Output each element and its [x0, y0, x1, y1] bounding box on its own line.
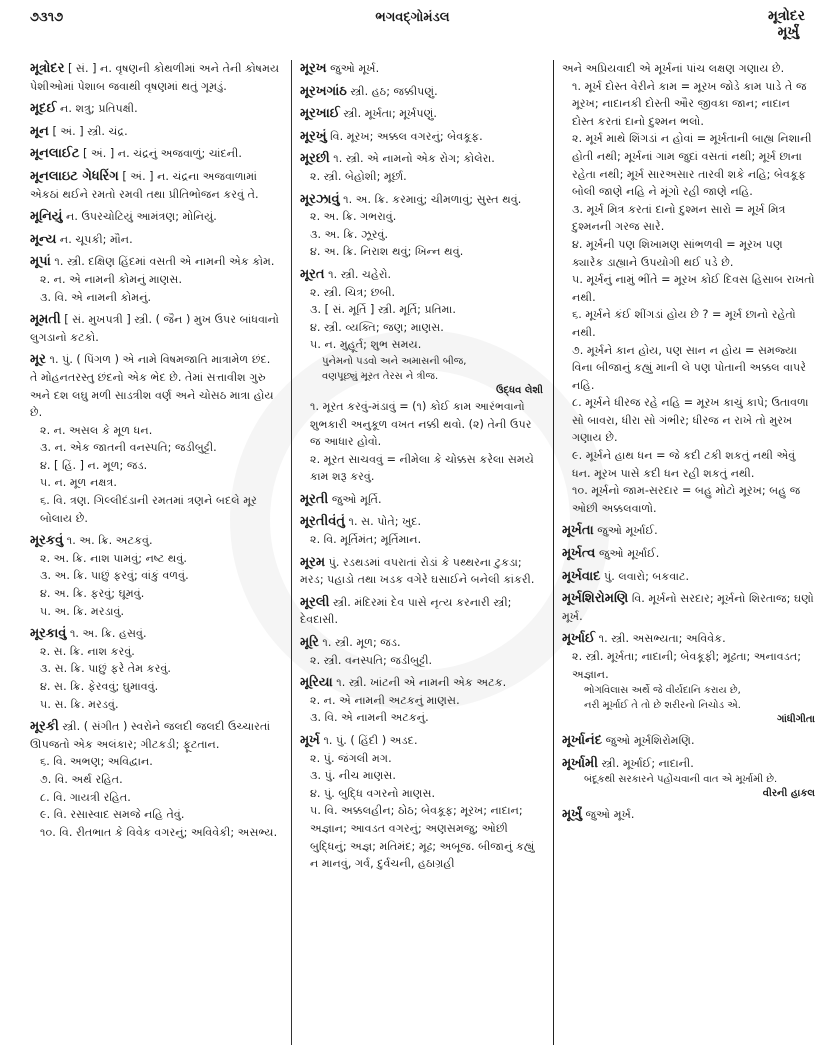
entry-definition [300, 513, 543, 531]
dictionary-entry [30, 532, 281, 620]
entry-sense [30, 492, 281, 527]
definition-text: ૧. પું. ( હિંદી ) અડદ. [323, 734, 418, 747]
entry-definition [30, 718, 281, 753]
definition-text: ૨. અ. ક્રિ. ગભરાવું. [310, 210, 397, 224]
entry-sense [30, 753, 281, 771]
headword: મૂરખાઈ [300, 106, 340, 122]
dictionary-entry [300, 128, 543, 146]
definition-text: ૫. ન. મુહૂર્ત; શુભ સમય. [310, 338, 422, 352]
dictionary-entry [30, 60, 281, 95]
entry-definition [300, 674, 543, 692]
headword: મૂરત [300, 266, 325, 282]
definition-text: ૭. વિ. અર્થ રહિત. [40, 772, 123, 786]
entry-sense [30, 585, 281, 603]
definition-text: ૨. સ્ત્રી. ચિત્ર; છબી. [310, 285, 396, 299]
definition-text: જુઓ મૂર્ખાઈ. [598, 547, 660, 561]
definition-text: ૫. અ. ક્રિ. મરડાવું. [40, 604, 125, 618]
headword: મૂર્ખ [300, 733, 320, 748]
entry-sense [562, 394, 815, 447]
definition-text: ૧૦. વિ. રીતભાત કે વિવેક વગરનું; અવિવેકી; અસભ્ય. [40, 825, 278, 839]
entry-definition [300, 191, 543, 209]
entry-sense [300, 301, 543, 319]
definition-text: [ અં. ] સ્ત્રી. ચંદ્ર. [52, 124, 128, 138]
entry-definition [562, 545, 815, 563]
entry-definition [30, 145, 281, 163]
dictionary-entry [562, 60, 815, 517]
definition-text: ૬. વિ. ત્રણ. ગિલ્લીદંડાની રમતમાં ત્રણને બદલે મૂર બોલાય છે. [40, 494, 257, 525]
headword: મૂરખગાંઠ [300, 83, 347, 99]
column-1 [30, 60, 292, 1045]
quotation-source: ઉદ્ધવ લેશી [496, 384, 543, 396]
entry-definition [562, 568, 815, 586]
entry-definition [30, 60, 281, 95]
definition-text: સ્ત્રી. મૂર્ખતા; મૂર્ખપણું. [343, 107, 437, 121]
entry-sense [30, 271, 281, 289]
entry-definition [300, 732, 543, 750]
dictionary-entry [300, 491, 543, 509]
definition-text: ૪. સ. ક્રિ. ફેરવવું; ઘુમાવવું. [40, 680, 159, 693]
entry-sense [300, 767, 543, 785]
definition-text: ૩. મૂર્ખ મિત્ર કરતાં દાનો દુશ્મન સારો = મૂર્ખ મિત્ર દુશ્મનની ગરજ સારે. [572, 202, 786, 234]
dictionary-entry [562, 590, 815, 625]
definition-text: ૧. અ. ક્રિ. અટકવું. [66, 534, 153, 548]
definition-text: ૧. સ. પોતે; ખુદ. [348, 515, 422, 529]
entry-sense [30, 696, 281, 714]
definition-text: ૩. સ. ક્રિ. પાછું ફરે તેમ કરવું. [40, 662, 171, 676]
dictionary-entry [562, 545, 815, 563]
dictionary-entry [562, 806, 815, 824]
headword: મૂર્ખું [562, 807, 582, 823]
definition-text: ૭. મૂર્ખને કાન હોય, પણ સાન ન હોય = સમજ્યા વિના બીજાનું કહ્યું માની લે પણ પોતાની અક્કલ વાપરે નહિ. [572, 343, 807, 392]
entry-sense [300, 709, 543, 727]
dictionary-entry [562, 568, 815, 586]
headword: મૂર [30, 352, 46, 368]
headword: મૂરકાવું [30, 626, 67, 642]
entry-definition [300, 491, 543, 509]
dictionary-entry [562, 522, 815, 540]
definition-text: ન. ચૂપકી; મૌન. [59, 232, 133, 246]
quotation-source: વીરની હાકલ [762, 788, 815, 800]
dictionary-entry [300, 191, 543, 261]
headword: મૂર્ખતા [562, 523, 594, 539]
entry-sense [562, 271, 815, 306]
definition-text: પું. રડથડમાં વપરાતાં રોડાં કે પથ્થરના ટુકડા; મરડ; પહાડો તથા ખડક વગેરે ઘસાઈને બનેલી કાંકરી. [300, 555, 535, 587]
definition-text: ૨. વિ. મૂર્તિમંત; મૂર્તિમાન. [310, 533, 422, 547]
headword: મૂન [30, 123, 49, 139]
entry-sense [300, 802, 543, 872]
headword: મૂરતીવંતું [300, 514, 345, 530]
entry-sense [300, 168, 543, 186]
guide-word-first: મૂત્રોદર [767, 8, 805, 24]
entry-definition [562, 630, 815, 648]
headword: મૂર્ખામી [562, 755, 598, 771]
entry-sense [300, 319, 543, 337]
entry-sense [562, 306, 815, 341]
dictionary-entry [30, 311, 281, 346]
dictionary-entry [300, 674, 543, 727]
definition-text: ૪. [ હિં. ] ન. મૂળ; જડ. [40, 458, 148, 472]
column-2 [292, 60, 554, 1045]
dictionary-entry [300, 83, 543, 101]
headword: મૂરિ [300, 635, 319, 651]
definition-text: ૧. સ્ત્રી. અસભ્યતા; અવિવેક. [598, 632, 726, 646]
entry-sense [30, 660, 281, 678]
definition-text: ૨. પું. જંગલી મગ. [310, 751, 392, 765]
dictionary-entry [300, 60, 543, 78]
definition-text: ૨. સ્ત્રી. વનસ્પતિ; જડીબુટ્ટી. [310, 653, 433, 667]
entry-definition [300, 128, 543, 146]
definition-text: ૪. સ્ત્રી. વ્યક્તિ; જણ; માણસ. [310, 320, 444, 334]
headword: મૂરઝાવું [300, 191, 340, 207]
quotation-source: ગાંધીગીતા [777, 714, 815, 726]
dictionary-entry [300, 634, 543, 669]
entry-sense [562, 447, 815, 482]
definition-text: ૩. વિ. એ નામની કોમનું. [40, 290, 152, 304]
entry-sense [30, 550, 281, 568]
definition-text: સ્ત્રી. હઠ; જક્કીપણું. [350, 84, 438, 98]
entry-sense [562, 201, 815, 236]
entry-sense [562, 648, 815, 683]
definition-text: ૮. વિ. ગાયત્રી રહિત. [40, 790, 131, 804]
definition-text: ૪. મૂર્ખની પણ શિખામણ સાંભળવી = મૂરખ પણ ક્યારેક ડાહ્યાને ઉપયોગી થઈ પડે છે. [572, 237, 783, 269]
dictionary-entry [300, 594, 543, 629]
entry-definition [300, 105, 543, 123]
entry-sense [300, 750, 543, 768]
entry-definition [562, 60, 815, 78]
entry-definition [30, 123, 281, 141]
definition-text: ૨. મૂર્ખ માથે શિંગડાં ન હોવાં = મૂર્ખતાની બાહ્ય નિશાની હોતી નથી; મૂર્ખનાં ગામ જુદાં વસતાં નથી; મૂર્ખ છાના રહેતા નથી; મૂર્ખ સારઅસાર તારવી શકે નહિ; બેવકૂફ બોલી જાણે નહિ ને મૂંગો રહી જાણે નહિ. [572, 132, 812, 199]
dictionary-entry [30, 253, 281, 306]
definition-text: ૨. અ. ક્રિ. નાશ પામવું; નષ્ટ થવું. [40, 551, 187, 565]
definition-text: ૫. ન. મૂળ નક્ષત્ર. [40, 476, 117, 490]
definition-text: વિ. મૂરખ; અક્કલ વગરનું; બેવકૂફ. [330, 129, 483, 143]
dictionary-entry [30, 718, 281, 841]
definition-text: પું. લવારો; બકવાટ. [603, 569, 690, 583]
entry-definition [30, 311, 281, 346]
definition-text: સ્ત્રી. મૂર્ખાઈ; નાદાની. [601, 756, 694, 770]
definition-text: ૩. વિ. એ નામની અટકનું. [310, 711, 429, 725]
quotation-line: ભોગવિલાસ અર્થે જે વીર્યદાનિ કરાય છે, [584, 685, 741, 697]
headword: મૂર્ખાનંદ [562, 733, 603, 749]
definition-text: ૯. મૂર્ખને હાથ ધન = જે કદી ટકી શકતું નથી એવું ધન. મૂરખ પાસે કદી ધન રહી શકતું નથી. [572, 449, 796, 480]
definition-text: ૫. સ. ક્રિ. મરડવું. [40, 697, 119, 711]
entry-definition [30, 168, 281, 203]
definition-text: ન. ઉપરચોટિયું આમંત્રણ; મોનિયું. [66, 210, 217, 224]
definition-text: ૧. અ. ક્રિ. કરમાવું; ચીમળાવું; સુસ્ત થવું. [343, 192, 522, 206]
definition-text: ૪. પું. બુદ્ધિ વગરનો માણસ. [310, 786, 436, 800]
headword: મૂર્ખવાદ [562, 568, 601, 584]
definition-text: [ સં. ] ન. વૃષણની કોથળીમાં અને તેની કોષમય પેશીઓમાં પેશાબ જવાથી વૃષણમાં થતું ગૂમડું. [30, 62, 280, 93]
entry-definition [30, 253, 281, 271]
definition-text: ૪. અ. ક્રિ. ફરવું; ઘૂમવું. [40, 587, 145, 601]
definition-text: ૧. સ્ત્રી. એ નામનો એક રોગ; કોલેરા. [333, 152, 495, 166]
definition-text: ૩. [ સં. મૂર્તિ ] સ્ત્રી. મૂર્તિ; પ્રતિમા. [310, 303, 456, 317]
definition-text: જુઓ મૂર્ખાઈ. [597, 524, 658, 538]
entry-sense [300, 652, 543, 670]
entry-definition [300, 554, 543, 589]
definition-text: ૧. સ્ત્રી. દક્ષિણ હિંદમાં વસતી એ નામની એક કોમ. [54, 255, 275, 269]
dictionary-entry [30, 168, 281, 203]
entry-definition [562, 590, 815, 625]
definition-text: ૨. સ. ક્રિ. નાશ કરવું. [40, 644, 135, 658]
entry-sense [30, 289, 281, 307]
headword: મૂરખું [300, 128, 327, 144]
entry-sense [300, 531, 543, 549]
entry-sense [30, 457, 281, 475]
entry-sense [562, 482, 815, 517]
entry-definition [562, 522, 815, 540]
entry-definition [562, 806, 815, 824]
quotation-line: વણપૂછ્યું મૂરત તેરસ ને ત્રીજ. [322, 370, 439, 382]
definition-text: ૩. અ. ક્રિ. ઝૂરવું. [310, 227, 389, 241]
entry-sense [300, 243, 543, 261]
headword: મૂર્ખશિરોમણિ [562, 591, 629, 607]
entry-sense [300, 785, 543, 803]
entry-definition [30, 532, 281, 550]
quotation-line: નરી મૂર્ખાઈ તે તો છે શરીરનો નિચોડ એ. [584, 700, 741, 712]
definition-text: વિ. મૂર્ખનો સરદાર; મૂર્ખનો શિરતાજ; ઘણો મૂર્ખ. [562, 592, 814, 623]
dictionary-entry [300, 554, 543, 589]
entry-definition [300, 634, 543, 652]
quotation-line: પુનેમનો પડવો અને અમાસની બીજ, [322, 355, 467, 367]
definition-text: [ અં. ] ન. ચંદ્રના અજવાળામાં એકઠાં થઈને રમતો રમવી તથા પ્રીતિભોજન કરવું તે. [30, 169, 259, 201]
entry-sense [562, 130, 815, 200]
entry-definition [562, 732, 815, 750]
headword: મૂન્ય [30, 231, 57, 247]
headword: મૂપાં [30, 254, 51, 270]
headword: મૂરિયા [300, 675, 333, 691]
definition-text: ૪. અ. ક્રિ. નિરાશ થવું; ખિન્ન થવું. [310, 245, 464, 259]
headword: મૂદઈ [30, 101, 57, 117]
dictionary-entry [30, 231, 281, 249]
entry-sense [30, 678, 281, 696]
definition-text: જુઓ મૂર્ખ. [330, 62, 380, 75]
dictionary-entry [30, 208, 281, 226]
headword: મૂરલી [300, 594, 330, 610]
definition-text: ૩. ન. એક જાતની વનસ્પતિ; જડીબુટ્ટી. [40, 441, 217, 455]
entry-sense [30, 439, 281, 457]
guide-word-last: મૂર્ખું [777, 24, 799, 40]
dictionary-entry [30, 145, 281, 163]
definition-text: ૨. ન. એ નામની કોમનું માણસ. [40, 272, 183, 286]
running-title: ભગવદ્ગોમંડલ [375, 10, 450, 25]
definition-text: ૬. મૂર્ખને કંઈ શીંગડાં હોય છે ? = મૂર્ખ છાનો રહેતો નથી. [572, 308, 796, 339]
definition-text: ૧. સ્ત્રી. ખાંટની એ નામની એક અટક. [336, 676, 507, 690]
definition-text: ૧. અ. ક્રિ. હસવું. [69, 627, 147, 641]
entry-sense [30, 771, 281, 789]
entry-definition [30, 625, 281, 643]
entry-definition [300, 594, 543, 629]
dictionary-entry [30, 100, 281, 118]
dictionary-entry [300, 105, 543, 123]
headword: મૂર્ખાઈ [562, 631, 596, 647]
definition-text: સ્ત્રી. મંદિરમાં દેવ પાસે નૃત્ય કરનારી સ્ત્રી; દેવદાસી. [300, 595, 512, 627]
entry-definition [300, 150, 543, 168]
definition-text: ૫. વિ. અક્કલહીન; ઠોઠ; બેવકૂફ; મૂરખ; નાદાન; અજ્ઞાન; આવડત વગરનું; અણસમજુ; ઓછી બુદ્ધિનું; અજ્ઞ; મતિમંદ; મૂઢ; અબૂજ. બીજાનું કહ્યું ન માનવું, ગર્વ, દુર્વચની, હઠાગ્રહી [310, 804, 535, 871]
definition-text: ન. શત્રુ; પ્રતિપક્ષી. [60, 102, 138, 116]
entry-definition [562, 755, 815, 773]
entry-sense [300, 692, 543, 710]
dictionary-columns [30, 60, 815, 1045]
definition-text: ૧. સ્ત્રી. ચહેરો. [328, 267, 392, 281]
entry-definition [30, 100, 281, 118]
entry-definition [300, 60, 543, 78]
entry-definition [30, 231, 281, 249]
entry-sense [30, 567, 281, 585]
definition-text: અને અપ્રિયવાદી એ મૂર્ખનાં પાંચ લક્ષણ ગણાય છે. [562, 62, 785, 75]
headword: મૂરમ [300, 554, 326, 570]
definition-text: સ્ત્રી. ( સંગીત ) સ્વરોને જલદી જલદી ઉચ્ચારતાં ઊપજતો એક અલંકાર; ગીટકડી; ફૂટતાન. [30, 720, 271, 751]
definition-text: ૨. ન. એ નામની અટકનું માણસ. [310, 693, 460, 707]
headword: મૂનલાઇટ ગેધરિંગ [30, 168, 119, 184]
entry-sense [30, 824, 281, 842]
entry-sense [300, 226, 543, 244]
dictionary-entry [300, 150, 543, 185]
dictionary-entry [30, 625, 281, 713]
dictionary-entry [300, 732, 543, 873]
dictionary-entry [30, 351, 281, 527]
definition-text: ૩. પું. નીચ માણસ. [310, 769, 396, 783]
headword: મૂનિયું [30, 209, 63, 225]
dictionary-entry [30, 123, 281, 141]
definition-text: જુઓ મૂર્ખશિરોમણિ. [605, 734, 695, 748]
entry-definition [300, 266, 543, 284]
definition-text: ૧૦. મૂર્ખનો જામ-સરદાર = બહુ મોટો મૂરખ; બહુ જ ઓછી અક્કલવાળો. [572, 484, 801, 515]
entry-sense [30, 422, 281, 440]
definition-text: ૫. મૂર્ખનું નામું ભીંતે = મૂરખ કોઈ દિવસ હિસાબ રાખતો નથી. [572, 273, 815, 304]
definition-text: જુઓ મૂર્ખ. [585, 808, 635, 822]
definition-text: ૨. સ્ત્રી. મૂર્ખતા; નાદાની; બેવકૂફી; મૂઢતા; અનાવડત; અજ્ઞાન. [572, 650, 802, 681]
definition-text: ૩. અ. ક્રિ. પાછું ફરવું; વાંકું વળવું. [40, 569, 189, 583]
definition-text: ૧. પું. ( પિંગળ ) એ નામે વિષમજાતિ માત્રામેળ છંદ. તે મોહનતરસ્તુ છંદનો એક ભેદ છે. તેમાં સત્તાવીશ ગુરુ અને દશ લઘુ મળી સાડત્રીશ વર્ણ અને ચોસઠ માત્રા હોય છે. [30, 353, 274, 420]
entry-definition [300, 83, 543, 101]
entry-sense [30, 806, 281, 824]
entry-sense [300, 284, 543, 302]
dictionary-entry [300, 266, 543, 486]
headword: મૂરકવું [30, 533, 64, 549]
dictionary-entry [562, 630, 815, 727]
entry-sense [30, 603, 281, 621]
definition-text: ૨. સ્ત્રી. બેહોશી; મૂર્છા. [310, 169, 407, 183]
entry-sense [30, 474, 281, 492]
entry-sense [562, 236, 815, 271]
definition-text: ૨. ન. અસલ કે મૂળ ધન. [40, 423, 153, 437]
definition-text: જુઓ મૂર્તિ. [331, 492, 382, 506]
quotation-line: બંદૂકથી સરકારને પહોંચવાની વાત એ મૂર્ખામી છે. [584, 774, 778, 786]
entry-sense [30, 789, 281, 807]
page-number: ૭૩૧૭ [30, 10, 64, 25]
entry-sense [300, 336, 543, 354]
dictionary-entry [562, 755, 815, 802]
definition-text: [ સં. મુખપત્રી ] સ્ત્રી. ( જૈન ) મુખ ઉપર બાંધવાનો લુગડાનો કટકો. [30, 313, 279, 344]
headword: મૂરકી [30, 719, 59, 735]
headword: મૂરખ [300, 61, 327, 76]
definition-text: ૧. સ્ત્રી. મૂળ; જડ. [322, 636, 401, 650]
headword: મૂત્રોદર [30, 61, 65, 76]
dictionary-entry [300, 513, 543, 548]
idiom-sense: ૧. મૂરત કરવું-મંડાવું = (૧) કોઈ કામ આરંભવાનો શુભકારી અનુકૂળ વખત નક્કી થવો. (૨) તેની ઉપર જ આધાર હોવો. [310, 399, 532, 449]
entry-sense [562, 78, 815, 131]
definition-text: ૬. વિ. અભણ; અવિદ્વાન. [40, 755, 153, 769]
entry-sense [562, 342, 815, 395]
column-3 [554, 60, 815, 1045]
definition-text: [ અં. ] ન. ચંદ્રનું અજવાળું; ચાંદની. [83, 147, 242, 161]
headword: મૂરછી [300, 151, 330, 167]
headword: મૂનલાઈટ [30, 146, 80, 162]
entry-sense [300, 208, 543, 226]
guide-words [768, 8, 805, 40]
dictionary-entry [562, 732, 815, 750]
definition-text: ૯. વિ. રસાસ્વાદ સમજે નહિ તેવું. [40, 808, 185, 822]
definition-text: ૧. મૂર્ખ દોસ્ત વેરીને કામ = મૂરખ જોડે કામ પાડે તે જ મૂરખ; નાદાનકી દોસ્તી ઔર જીવકા જાન; નાદાન દોસ્ત કરતાં દાનો દુશ્મન ભલો. [572, 79, 807, 128]
entry-sense [30, 643, 281, 661]
idiom-sense: ૨. મૂરત સાચવવું = નીમેલા કે ચોક્કસ કરેલા સમયે કામ શરૂ કરવું. [310, 452, 534, 484]
entry-definition [30, 351, 281, 421]
definition-text: ૮. મૂર્ખને ધીરજ રહે નહિ = મૂરખ કાચું કાપે; ઉતાવળા સો બાવરા, ધીરા સો ગંભીર; ધીરજ ન રાખે તો મુરખ ગણાય છે. [572, 396, 809, 445]
headword: મૂરતી [300, 491, 329, 507]
headword: મૂમતી [30, 312, 61, 328]
entry-definition [30, 208, 281, 226]
headword: મૂર્ખત્વ [562, 546, 596, 562]
